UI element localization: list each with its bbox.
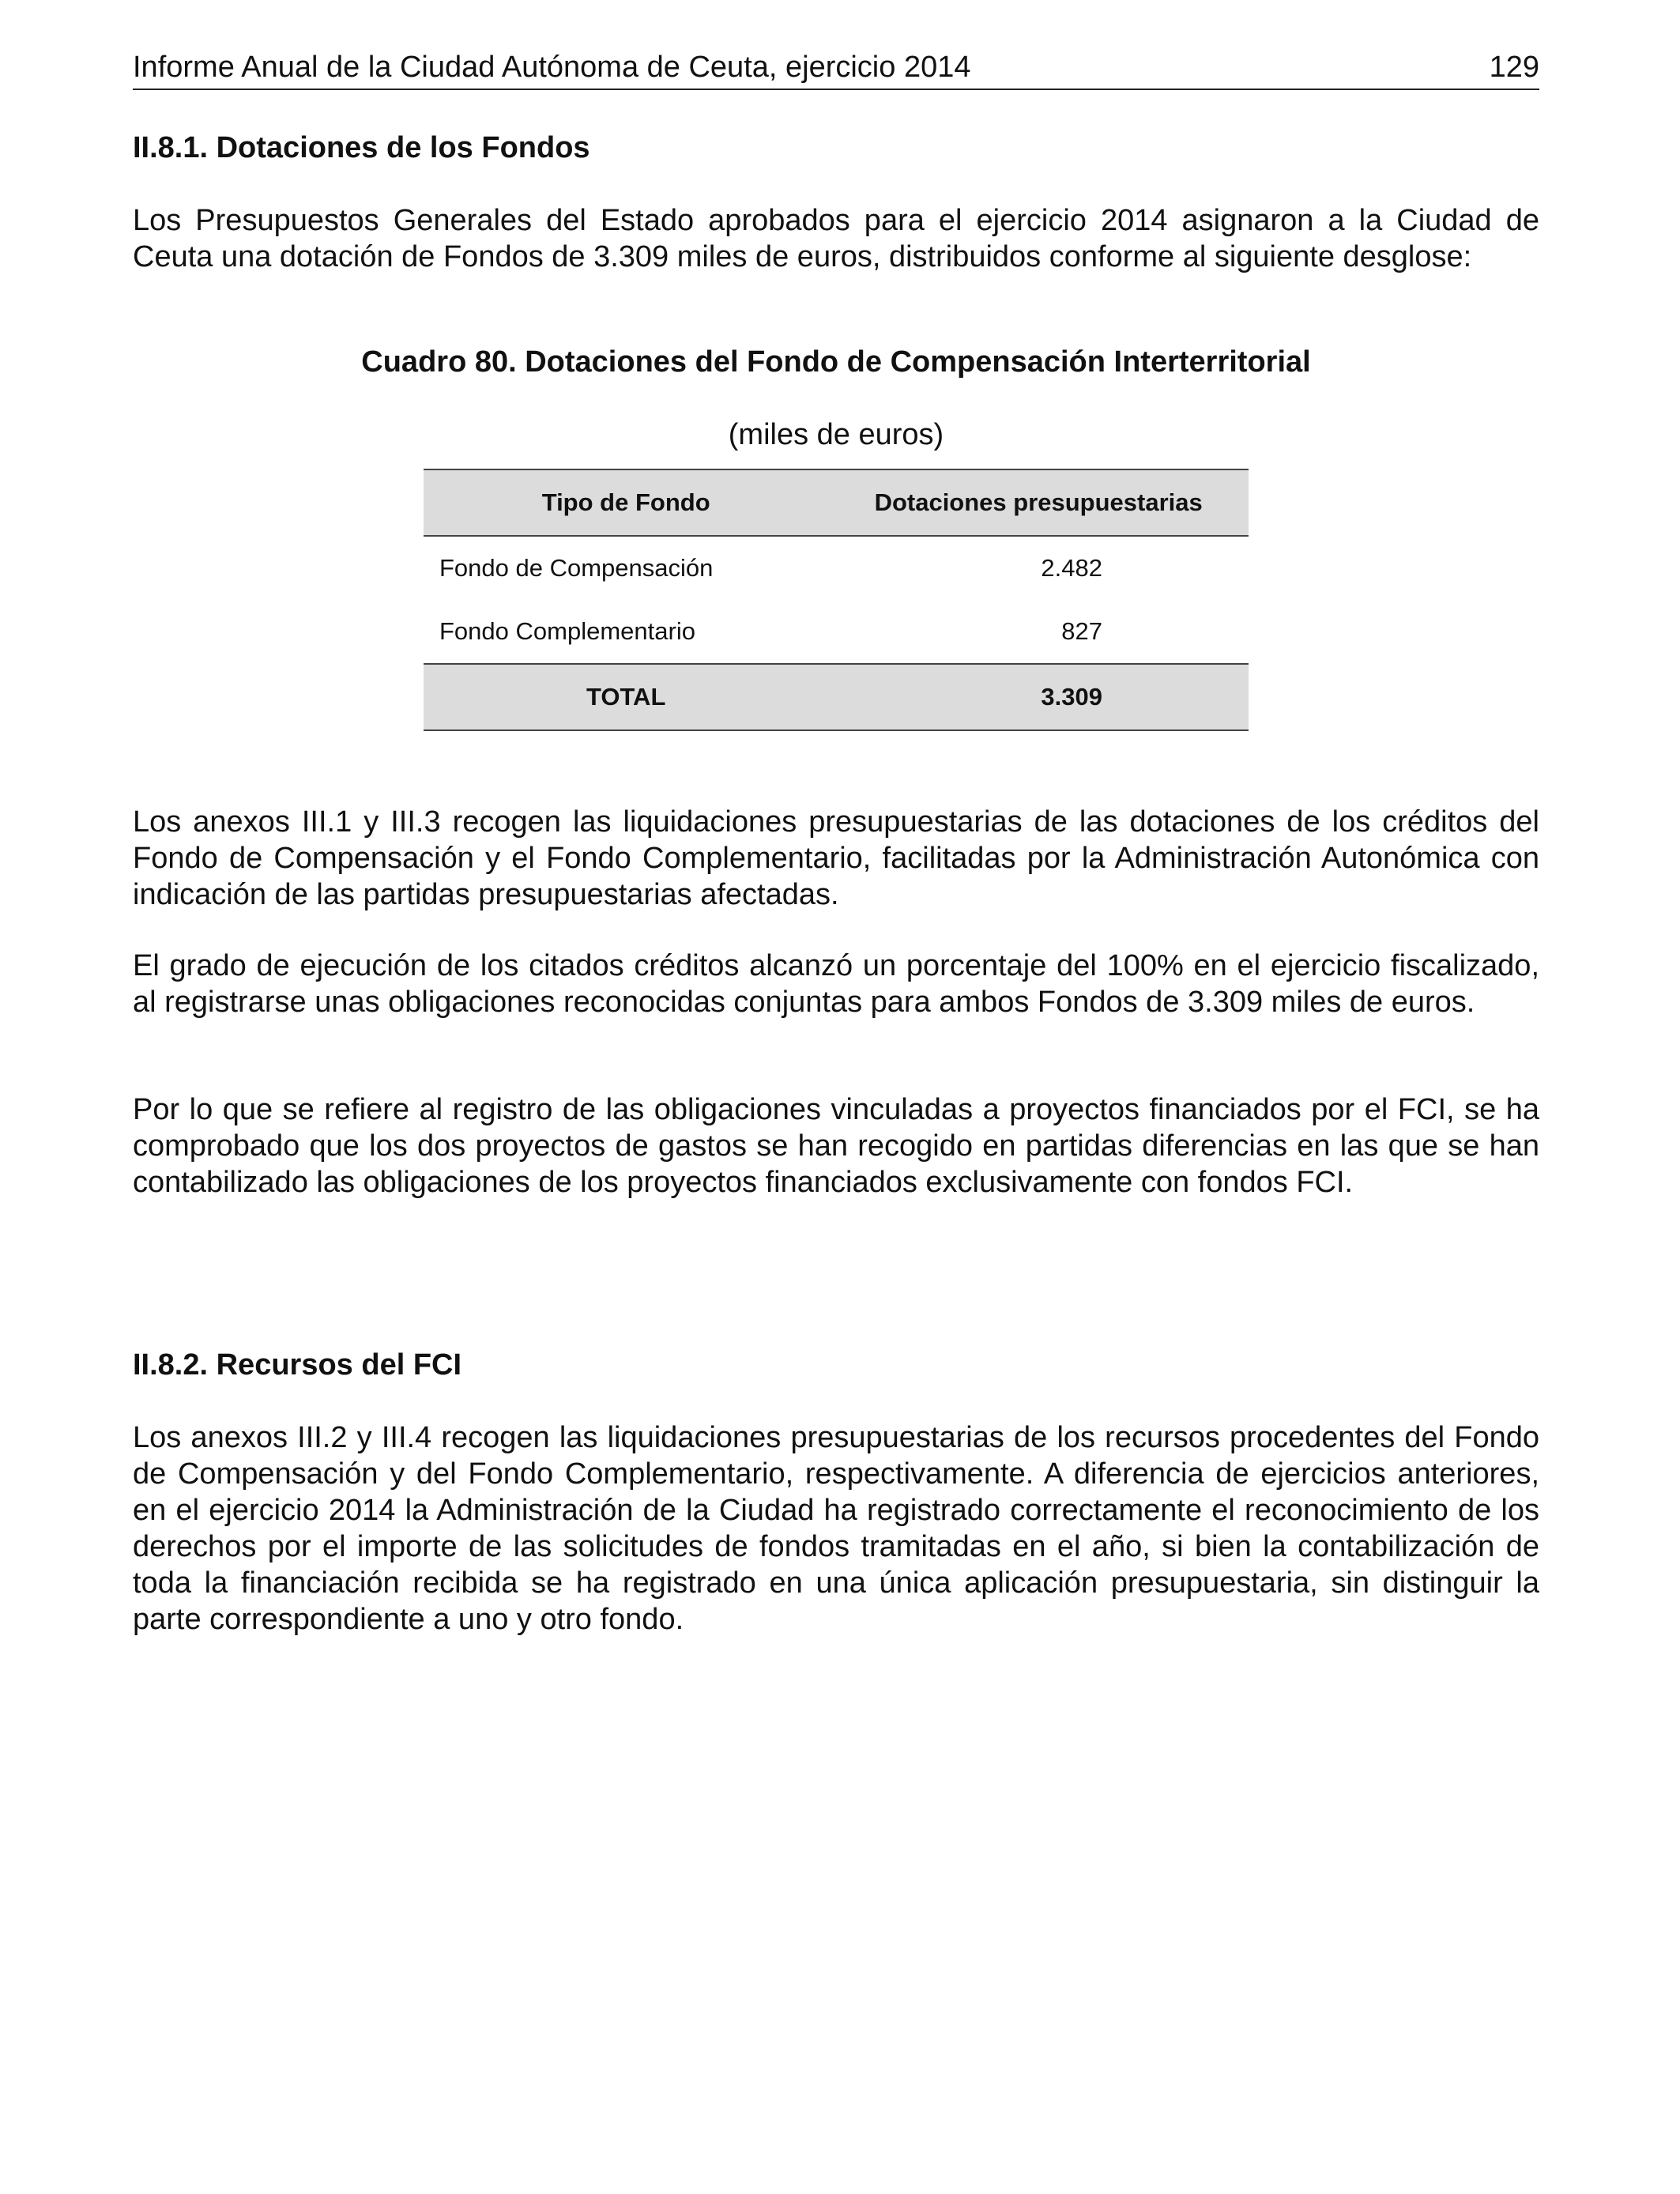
fund-allocation-table [424, 469, 1249, 731]
total-label-cell: TOTAL [586, 683, 666, 711]
page-number: 129 [1489, 51, 1539, 84]
allocation-cell: 827 [1061, 617, 1102, 645]
document-page [133, 0, 1539, 2194]
section-heading-dotaciones: II.8.1. Dotaciones de los Fondos [133, 131, 590, 164]
running-header-title: Informe Anual de la Ciudad Autónoma de Ceuta, ejercicio 2014 [133, 51, 971, 84]
section-heading-recursos: II.8.2. Recursos del FCI [133, 1348, 462, 1382]
body-paragraph-anexos: Los anexos III.1 y III.3 recogen las liquidaciones presupuestarias de las dotaciones de los créditos del Fondo de Compensación y el Fondo Complementario, facilitadas por la Administración Autonómica con indicación de las partidas presupuestarias afectadas. [133, 805, 1539, 911]
table-unit: (miles de euros) [728, 418, 944, 451]
table-total-row [424, 664, 1249, 730]
column-header-fund-type: Tipo de Fondo [541, 488, 710, 516]
fund-type-cell: Fondo de Compensación [439, 554, 714, 582]
running-header [133, 46, 1539, 90]
total-value-cell: 3.309 [1041, 683, 1102, 711]
body-paragraph-ejecucion: El grado de ejecución de los citados créditos alcanzó un porcentaje del 100% en el ejercicio fiscalizado, al registrarse unas obligaciones reconocidas conjuntas para ambos Fondos de 3.309 miles de euros. [133, 949, 1539, 1019]
body-paragraph-recursos: Los anexos III.2 y III.4 recogen las liquidaciones presupuestarias de los recursos procedentes del Fondo de Compensación y del Fondo Complementario, respectivamente. A diferencia de ejercicios anteriores, en el ejercicio 2014 la Administración de la Ciudad ha registrado correctamente el reconocimiento de los derechos por el importe de las solicitudes de fondos tramitadas en el año, si bien la contabilización de toda la financiación recibida se ha registrado en una única aplicación presupuestaria, sin distinguir la parte correspondiente a uno y otro fondo. [133, 1421, 1539, 1636]
table-header-row [424, 469, 1249, 536]
intro-paragraph: Los Presupuestos Generales del Estado aprobados para el ejercicio 2014 asignaron a la Ciudad de Ceuta una dotación de Fondos de 3.309 miles de euros, distribuidos conforme al siguiente desglose: [133, 204, 1539, 273]
table-row [424, 536, 1249, 600]
table-caption: Cuadro 80. Dotaciones del Fondo de Compensación Interterritorial [361, 345, 1311, 379]
allocation-cell: 2.482 [1041, 554, 1102, 582]
table-row [424, 600, 1249, 664]
fund-type-cell: Fondo Complementario [439, 617, 695, 645]
column-header-allocations: Dotaciones presupuestarias [874, 488, 1203, 516]
body-paragraph-registro: Por lo que se refiere al registro de las obligaciones vinculadas a proyectos financiados por el FCI, se ha comprobado que los dos proyectos de gastos se han recogido en partidas diferencias en las que se han contabilizado las obligaciones de los proyectos financiados exclusivamente con fondos FCI. [133, 1093, 1539, 1199]
